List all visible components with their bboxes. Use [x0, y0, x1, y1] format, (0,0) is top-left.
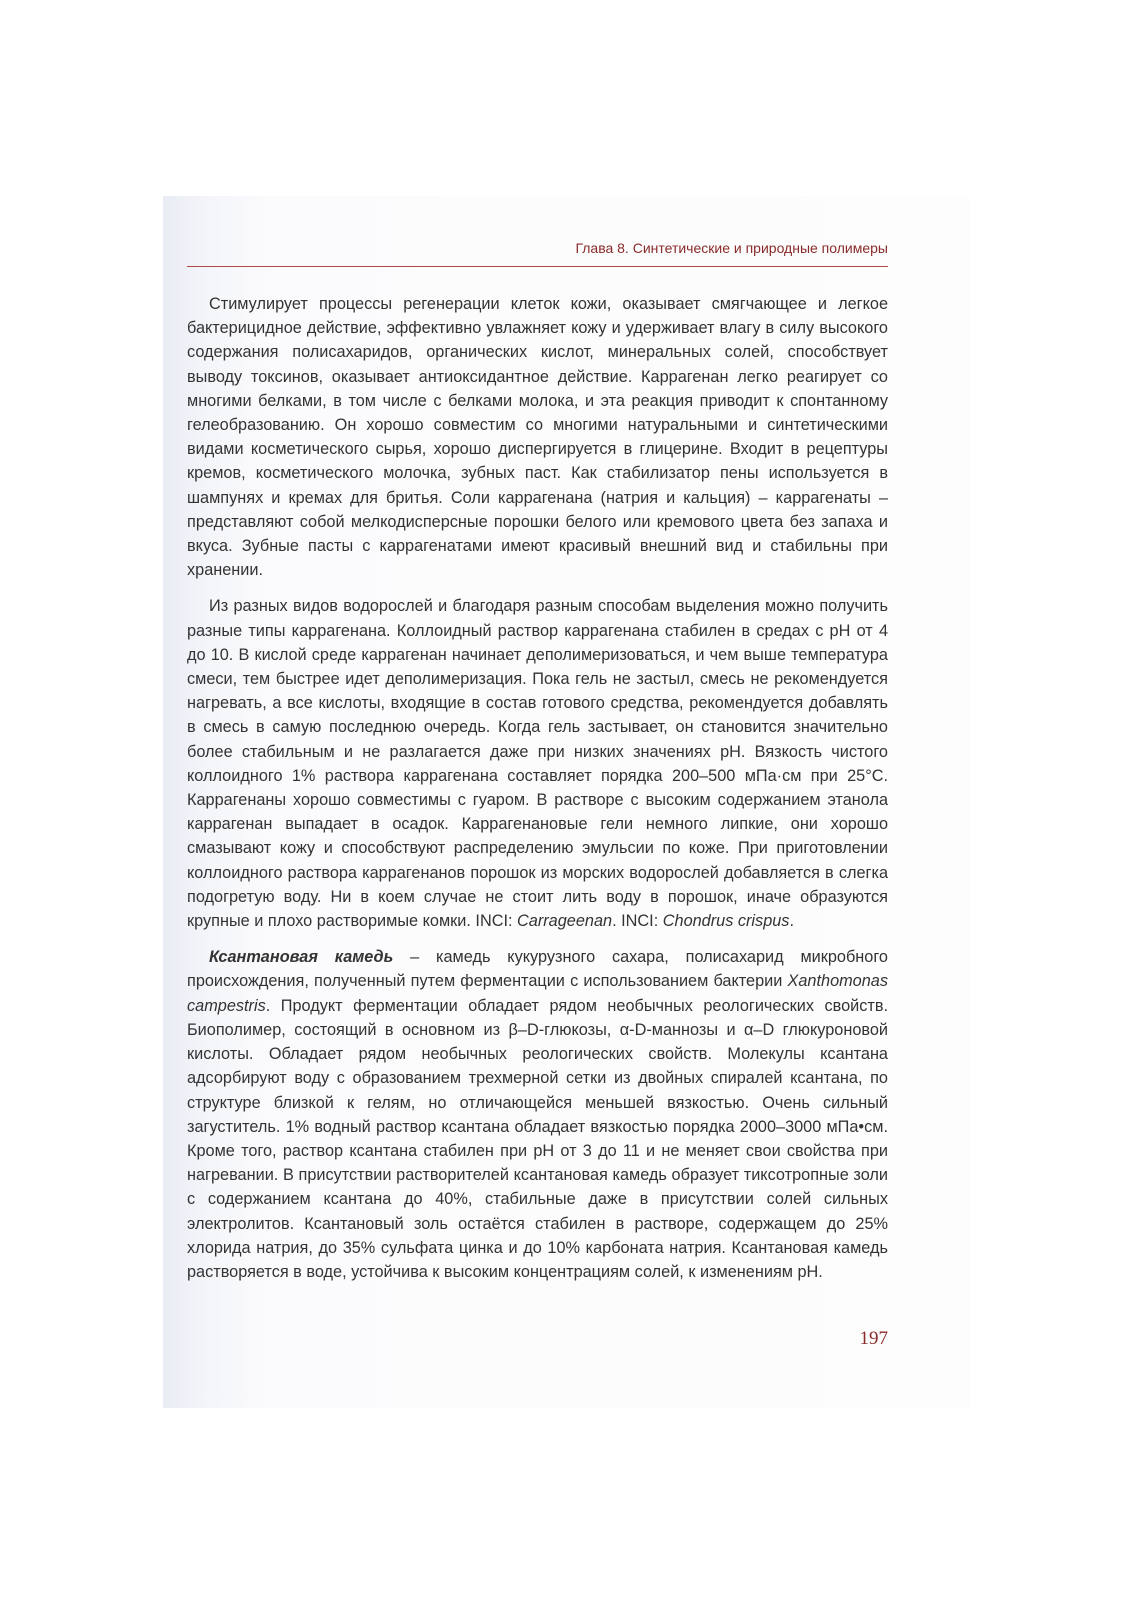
inci-separator: . INCI:	[612, 912, 663, 931]
paragraph-xanthan-gum	[187, 945, 888, 1284]
paragraph-text: Из разных видов водорослей и благодаря разным способам выделения можно получить разные типы каррагенана. Коллоидный раствор каррагенана стабилен в средах с pH от 4 до 10. В кислой среде каррагенан начинает деполимеризоваться, и чем выше температура смеси, тем быстрее идет деполимеризация. Пока гель не застыл, смесь не рекомендуется нагревать, а все кислоты, входящие в состав готового средства, рекомендуется добавлять в смесь в самую последнюю очередь. Когда гель застывает, он становится значительно более стабильным и не разлагается даже при низких значениях pH. Вязкость чистого коллоидного 1% раствора каррагенана составляет порядка 200–500 мПа·см при 25°С. Каррагенаны хорошо совместимы с гуаром. В растворе с высоким содержанием этанола каррагенан выпадает в осадок. Каррагенановые гели немного липкие, они хорошо смазывают кожу и способствуют распределению эмульсии по коже. При приготовлении коллоидного раствора каррагенанов порошок из морских водорослей добавляется в слегка подогретую воду. Ни в коем случае не стоит лить воду в порошок, иначе образуются крупные и плохо растворимые комки. INCI:	[187, 597, 888, 931]
inci-name: Chondrus crispus	[662, 912, 790, 931]
paragraph-carrageenan-properties: Стимулирует процессы регенерации клеток кожи, оказывает смягчающее и легкое бактерицидное действие, эффективно увлажняет кожу и удерживает влагу в силу высокого содержания полисахаридов, органических кислот, минеральных солей, способствует выводу токсинов, оказывает антиоксидантное действие. Каррагенан легко реагирует со многими белками, в том числе с белками молока, и эта реакция приводит к спонтанному гелеобразованию. Он хорошо совместим со многими натуральными и синтетическими видами косметического сырья, хорошо диспергируется в глицерине. Входит в рецептуры кремов, косметического молочка, зубных паст. Как стабилизатор пены используется в шампунях и кремах для бритья. Соли каррагенана (натрия и кальция) – каррагенаты – представляют собой мелкодисперсные порошки белого или кремового цвета без запаха и вкуса. Зубные пасты с каррагенатами имеют красивый внешний вид и стабильны при хранении.	[187, 295, 888, 580]
body-text	[187, 292, 888, 1284]
inci-name: Carrageenan	[517, 912, 613, 931]
page-number: 197	[859, 1328, 888, 1349]
header-rule	[187, 266, 888, 267]
paragraph-text: – камедь кукурузного сахара, полисахарид микробного происхождения, полученный путем ферментации с использованием бактерии	[187, 948, 888, 991]
species-name: Xanthomonas campestris	[187, 972, 888, 1015]
paragraph-text: . Продукт ферментации обладает рядом необычных реологических свойств. Биополимер, состоящий в основном из β–D-глюкозы, α-D-маннозы и α–D глюкуроновой кислоты. Обладает рядом необычных реологических свойств. Молекулы ксантана адсорбируют воду с образованием трехмерной сетки из двойных спиралей ксантана, по структуре близкой к гелям, но отличающейся меньшей вязкостью. Очень сильный загуститель. 1% водный раствор ксантана обладает вязкостью порядка 2000–3000 мПа•см. Кроме того, раствор ксантана стабилен при pH от 3 до 11 и не меняет свои свойства при нагревании. В присутствии растворителей ксантановая камедь образует тиксотропные золи с содержанием ксантана до 40%, стабильные даже в присутствии солей сильных электролитов. Ксантановый золь остаётся стабилен в растворе, содержащем до 25% хлорида натрия, до 35% сульфата цинка и до 10% карбоната натрия. Ксантановая камедь растворяется в воде, устойчива к высоким концентрациям солей, к изменениям pH.	[187, 996, 888, 1281]
paragraph-carrageenan-types	[187, 594, 888, 933]
sentence-end: .	[789, 912, 794, 931]
running-header: Глава 8. Синтетические и природные полимеры	[575, 240, 888, 256]
term-heading: Ксантановая камедь	[209, 948, 394, 967]
